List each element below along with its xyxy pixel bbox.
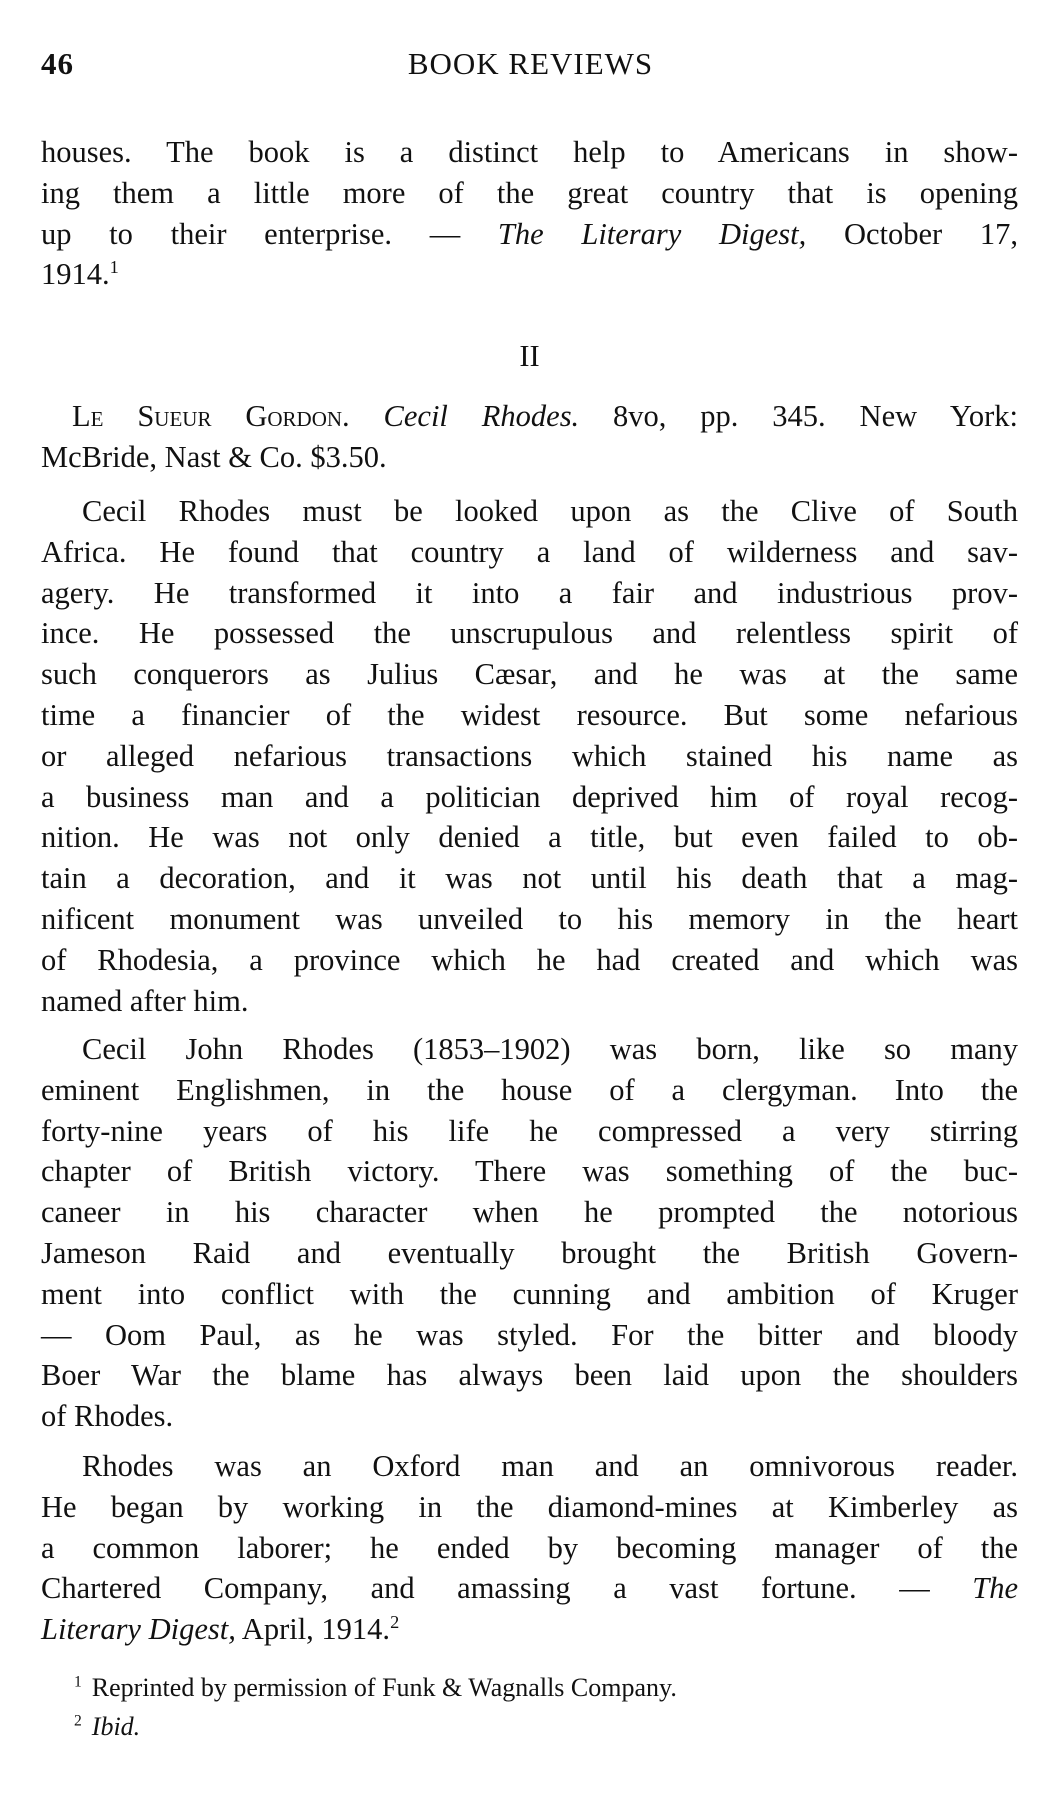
text-segment: ince. He possessed the unscrupulous and relentless spirit of <box>41 616 1018 651</box>
text-segment: agery. He transformed it into a fair and industrious prov- <box>41 575 1018 610</box>
text-line <box>41 1151 1018 1191</box>
text-line <box>41 1070 1018 1110</box>
text-line <box>41 1274 1018 1314</box>
text-line <box>82 491 1018 531</box>
text-line <box>41 532 1018 572</box>
text-line <box>41 817 1018 857</box>
author-name: Le Sueur Gordon. <box>72 399 350 433</box>
text-segment: McBride, Nast & Co. $3.50. <box>41 439 387 474</box>
text-line <box>41 1315 1018 1355</box>
text-line <box>41 132 1018 172</box>
footnote <box>74 1707 1051 1747</box>
footnote <box>74 1668 1051 1708</box>
text-segment: a business man and a politician deprived him of royal recog- <box>41 779 1018 814</box>
footnote-marker: 2 <box>74 1712 82 1730</box>
footnote-marker: 1 <box>109 257 119 278</box>
text-segment: time a financier of the widest resource. But some nefarious <box>41 698 1018 732</box>
text-line <box>82 1029 1018 1069</box>
text-segment: such conquerors as Julius Cæsar, and he was at the same <box>41 657 1018 692</box>
text-line <box>41 254 1018 294</box>
text-segment: April, 1914. <box>235 1612 391 1647</box>
text-segment: ment into conflict with the cunning and ambition of Kruger <box>41 1276 1018 1311</box>
text-segment: or alleged nefarious transactions which stained his name as <box>41 738 1018 773</box>
italic-text: Literary Digest, <box>41 1612 236 1647</box>
text-segment: nificent monument was unveiled to his memory in the heart <box>41 902 1018 936</box>
text-line <box>41 336 1018 376</box>
text-line <box>41 1568 1018 1608</box>
text-line <box>41 1233 1018 1273</box>
text-line <box>82 1446 1018 1486</box>
text-line <box>41 1111 1018 1151</box>
text-segment: caneer in his character when he prompted the notorious <box>41 1195 1018 1230</box>
text-segment: Africa. He found that country a land of wilderness and sav- <box>41 534 1018 569</box>
italic-text: Cecil Rhodes. <box>383 399 580 433</box>
footnote-text: Ibid. <box>91 1712 141 1741</box>
text-segment: 8vo, pp. 345. New York: <box>579 399 1018 433</box>
text-line <box>41 899 1018 939</box>
italic-text: The Literary Digest, <box>497 216 807 251</box>
text-line <box>41 858 1018 898</box>
text-segment: Rhodes was an Oxford man and an omnivorous reader. <box>82 1449 1018 1483</box>
text-segment: 1914. <box>41 257 110 292</box>
text-line <box>41 940 1018 980</box>
text-segment: of Rhodesia, a province which he had created and which was <box>41 942 1018 977</box>
text-segment: Cecil Rhodes must be looked upon as the Clive of South <box>82 494 1018 528</box>
text-segment: nition. He was not only denied a title, but even failed to ob- <box>41 820 1018 855</box>
text-segment: up to their enterprise. — <box>41 216 498 251</box>
text-line <box>41 1528 1018 1568</box>
text-line <box>41 981 1018 1021</box>
text-segment: tain a decoration, and it was not until his death that a mag- <box>41 861 1018 896</box>
text-segment: named after him. <box>41 983 249 1018</box>
text-segment: ing them a little more of the great country that is opening <box>41 175 1018 210</box>
text-segment: chapter of British victory. There was something of the buc- <box>41 1154 1018 1189</box>
footnote-marker: 1 <box>74 1673 82 1691</box>
text-segment: Jameson Raid and eventually brought the British Govern- <box>41 1236 1018 1270</box>
text-line <box>41 654 1018 694</box>
text-line <box>41 613 1018 653</box>
text-segment: forty-nine years of his life he compressed a very stirring <box>41 1113 1018 1148</box>
text-segment: Chartered Company, and amassing a vast fortune. — <box>41 1571 973 1606</box>
text-segment <box>350 399 384 433</box>
text-line <box>41 173 1018 213</box>
text-segment: October 17, <box>806 216 1019 251</box>
text-line <box>41 1192 1018 1232</box>
text-segment: Cecil John Rhodes (1853–1902) was born, like so many <box>82 1032 1018 1066</box>
text-line <box>41 695 1018 735</box>
text-segment: Boer War the blame has always been laid upon the shoulders <box>41 1358 1018 1393</box>
text-segment: eminent Englishmen, in the house of a clergyman. Into the <box>41 1072 1018 1107</box>
text-line <box>41 573 1018 613</box>
text-line <box>41 777 1018 817</box>
text-line <box>41 1609 1018 1649</box>
text-line <box>41 437 1018 477</box>
text-segment: II <box>519 339 540 373</box>
italic-text: The <box>972 1571 1018 1606</box>
footnote-marker: 2 <box>390 1612 400 1633</box>
text-segment: houses. The book is a distinct help to Americans in show- <box>41 135 1018 169</box>
text-segment: He began by working in the diamond-mines at Kimberley as <box>41 1489 1018 1524</box>
page-number: 46 <box>41 46 74 81</box>
text-segment: — Oom Paul, as he was styled. For the bitter and bloody <box>41 1317 1018 1352</box>
text-line <box>41 736 1018 776</box>
text-line <box>72 396 1018 436</box>
text-line <box>41 1487 1018 1527</box>
text-line <box>41 1355 1018 1395</box>
text-line <box>41 1396 1018 1436</box>
running-head: BOOK REVIEWS <box>407 46 654 81</box>
text-segment: a common laborer; he ended by becoming manager of the <box>41 1530 1018 1565</box>
text-line <box>41 214 1018 254</box>
footnote-text: Reprinted by permission of Funk & Wagnalls Company. <box>91 1673 677 1702</box>
text-segment: of Rhodes. <box>41 1399 174 1434</box>
